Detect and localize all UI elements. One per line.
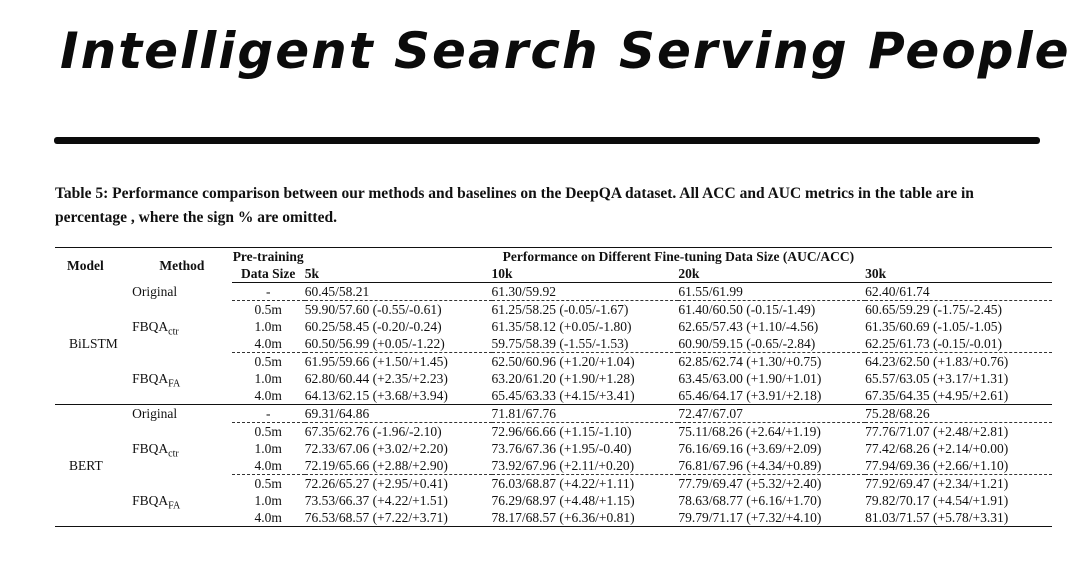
banner-title: Intelligent Search Serving People: [60, 22, 1071, 80]
table-row: [55, 405, 1052, 423]
header-size-5k: 5k: [305, 265, 492, 283]
metric-cell: 78.17/68.57 (+6.36/+0.81): [491, 510, 635, 525]
metric-cell: 61.35/60.69 (-1.05/-1.05): [865, 319, 1002, 334]
metric-cell: 65.45/63.33 (+4.15/+3.41): [491, 388, 635, 403]
method-subscript: ctr: [168, 326, 179, 338]
method-base: FBQA: [132, 319, 169, 334]
metric-cell: 77.76/71.07 (+2.48/+2.81): [865, 423, 1052, 441]
metric-cell: 72.96/66.66 (+1.15/-1.10): [492, 423, 679, 441]
metric-cell: 76.03/68.87 (+4.22/+1.11): [492, 475, 679, 493]
pretrain-size: 1.0m: [254, 493, 282, 508]
metric-cell: 76.16/69.16 (+3.69/+2.09): [678, 441, 822, 456]
metric-cell: 63.45/63.00 (+1.90/+1.01): [678, 371, 822, 386]
method-subscript: FA: [168, 378, 181, 390]
metric-cell: 62.80/60.44 (+2.35/+2.23): [304, 371, 448, 386]
metric-cell: 61.30/59.92: [491, 284, 557, 299]
method-name: Original: [132, 284, 178, 299]
metric-cell: 65.57/63.05 (+3.17/+1.31): [865, 371, 1009, 386]
metric-cell: 59.90/57.60 (-0.55/-0.61): [305, 301, 492, 319]
table-row: [55, 353, 1052, 371]
metric-cell: 76.29/68.97 (+4.48/+1.15): [491, 493, 635, 508]
method-name: [132, 423, 231, 475]
header-pretrain-line2: Data Size: [232, 265, 305, 283]
metric-cell: 62.85/62.74 (+1.30/+0.75): [678, 353, 865, 371]
metric-cell: 78.63/68.77 (+6.16/+1.70): [678, 493, 822, 508]
metric-cell: 73.92/67.96 (+2.11/+0.20): [491, 458, 635, 473]
pretrain-size: 0.5m: [232, 475, 305, 493]
metric-cell: 77.94/69.36 (+2.66/+1.10): [865, 458, 1009, 473]
results-table: [55, 247, 1052, 527]
pretrain-size: 0.5m: [232, 423, 305, 441]
header-pretrain-line1: Pre-training: [232, 249, 304, 264]
metric-cell: 77.42/68.26 (+2.14/+0.00): [865, 441, 1009, 456]
method-base: FBQA: [132, 441, 169, 456]
metric-cell: 62.25/61.73 (-0.15/-0.01): [865, 336, 1002, 351]
metric-cell: 76.53/68.57 (+7.22/+3.71): [304, 510, 448, 525]
method-name: [132, 353, 231, 405]
header-method: Method: [132, 248, 231, 283]
metric-cell: 65.46/64.17 (+3.91/+2.18): [678, 388, 822, 403]
metric-cell: 59.75/58.39 (-1.55/-1.53): [491, 336, 629, 351]
metric-cell: 77.92/69.47 (+2.34/+1.21): [865, 475, 1052, 493]
header-performance: Performance on Different Fine-tuning Data Size (AUC/ACC): [305, 248, 1052, 266]
metric-cell: 61.35/58.12 (+0.05/-1.80): [491, 319, 632, 334]
metric-cell: 72.19/65.66 (+2.88/+2.90): [304, 458, 448, 473]
metric-cell: 60.45/58.21: [304, 284, 370, 299]
metric-cell: 62.40/61.74: [865, 284, 930, 299]
pretrain-size: -: [265, 406, 271, 421]
method-name: Original: [132, 406, 178, 422]
metric-cell: 79.79/71.17 (+7.32/+4.10): [678, 510, 822, 525]
method-subscript: FA: [168, 500, 181, 512]
header-size-20k: 20k: [678, 265, 865, 283]
method-name: [132, 301, 231, 353]
pretrain-size: 4.0m: [254, 510, 282, 525]
metric-cell: 72.33/67.06 (+3.02/+2.20): [304, 441, 448, 456]
pretrain-size: 0.5m: [232, 301, 305, 319]
metric-cell: 73.53/66.37 (+4.22/+1.51): [304, 493, 448, 508]
method-base: FBQA: [132, 370, 169, 386]
metric-cell: 62.50/60.96 (+1.20/+1.04): [492, 353, 679, 371]
method-name: [132, 475, 231, 527]
method-base: FBQA: [132, 492, 169, 508]
pretrain-size: 1.0m: [254, 441, 282, 456]
metric-cell: 75.28/68.26: [865, 406, 930, 421]
metric-cell: 60.90/59.15 (-0.65/-2.84): [678, 336, 816, 351]
table-row: [55, 475, 1052, 493]
metric-cell: 75.11/68.26 (+2.64/+1.19): [678, 423, 865, 441]
pretrain-size: 4.0m: [254, 458, 282, 473]
table-row: [55, 283, 1052, 301]
metric-cell: 61.95/59.66 (+1.50/+1.45): [305, 353, 492, 371]
model-name: BERT: [69, 458, 103, 473]
table-row: [55, 423, 1052, 441]
pretrain-size: 0.5m: [232, 353, 305, 371]
table-body: [55, 283, 1052, 527]
method-subscript: ctr: [168, 448, 179, 460]
metric-cell: 69.31/64.86: [304, 406, 370, 421]
header-size-10k: 10k: [492, 265, 679, 283]
metric-cell: 77.79/69.47 (+5.32/+2.40): [678, 475, 865, 493]
metric-cell: 64.13/62.15 (+3.68/+3.94): [304, 388, 448, 403]
metric-cell: 73.76/67.36 (+1.95/-0.40): [491, 441, 632, 456]
metric-cell: 62.65/57.43 (+1.10/-4.56): [678, 319, 819, 334]
metric-cell: 64.23/62.50 (+1.83/+0.76): [865, 353, 1052, 371]
metric-cell: 61.40/60.50 (-0.15/-1.49): [678, 301, 865, 319]
metric-cell: 60.50/56.99 (+0.05/-1.22): [304, 336, 445, 351]
metric-cell: 67.35/64.35 (+4.95/+2.61): [865, 388, 1009, 403]
metric-cell: 60.65/59.29 (-1.75/-2.45): [865, 301, 1052, 319]
header-row-top: [55, 248, 1052, 266]
metric-cell: 61.55/61.99: [678, 284, 743, 299]
metric-cell: 63.20/61.20 (+1.90/+1.28): [491, 371, 635, 386]
table-caption: Table 5: Performance comparison between our methods and baselines on the DeepQA dataset. All ACC and AUC metrics in the table are in percentage , where the sign % are omitted.: [55, 185, 974, 226]
header-size-30k: 30k: [865, 265, 1052, 283]
metric-cell: 71.81/67.76: [491, 406, 557, 421]
model-name: BiLSTM: [69, 335, 118, 351]
metric-cell: 60.25/58.45 (-0.20/-0.24): [304, 319, 442, 334]
table-row: [55, 301, 1052, 319]
metric-cell: 72.47/67.07: [678, 406, 743, 421]
metric-cell: 79.82/70.17 (+4.54/+1.91): [865, 493, 1009, 508]
metric-cell: 72.26/65.27 (+2.95/+0.41): [305, 475, 492, 493]
metric-cell: 61.25/58.25 (-0.05/-1.67): [492, 301, 679, 319]
metric-cell: 76.81/67.96 (+4.34/+0.89): [678, 458, 822, 473]
metric-cell: 81.03/71.57 (+5.78/+3.31): [865, 510, 1009, 525]
header-model: Model: [55, 248, 132, 283]
metric-cell: 67.35/62.76 (-1.96/-2.10): [305, 423, 492, 441]
pretrain-size: -: [265, 284, 271, 299]
banner-divider: [54, 137, 1040, 144]
pretrain-size: 4.0m: [254, 388, 282, 403]
pretrain-size: 4.0m: [254, 336, 282, 351]
pretrain-size: 1.0m: [254, 371, 282, 386]
pretrain-size: 1.0m: [254, 319, 282, 334]
